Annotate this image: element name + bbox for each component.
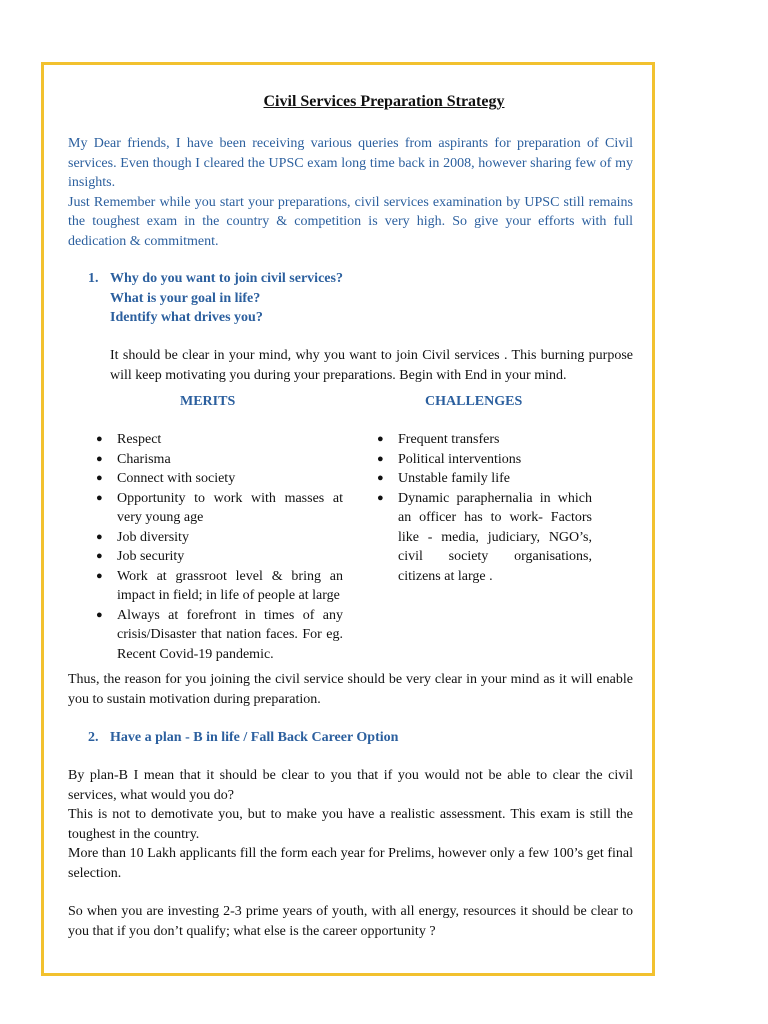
challenges-list xyxy=(377,430,592,586)
section-1-number: 1. xyxy=(88,271,99,286)
list-item: ● Charisma xyxy=(96,450,343,470)
list-item: ● Unstable family life xyxy=(377,469,592,489)
list-item: ● Respect xyxy=(96,430,343,450)
list-item: ● Frequent transfers xyxy=(377,430,592,450)
merits-heading: MERITS xyxy=(180,394,236,409)
list-item: ● Job diversity xyxy=(96,528,343,548)
section-1-conclusion: Thus, the reason for you joining the civil service should be very clear in your mind as it will enable you to sustain motivation during preparation. xyxy=(68,672,633,707)
intro-paragraph: My Dear friends, I have been receiving various queries from aspirants for preparation of Civil services. Even though I cleared the UPSC exam long time back in 2008, however sharing few of my insights. xyxy=(68,136,633,190)
section-2-heading: Have a plan - B in life / Fall Back Career Option xyxy=(110,730,399,745)
list-item: ● Always at forefront in times of any crisis/Disaster that nation faces. For eg. Recent Covid-19 pandemic. xyxy=(96,606,343,665)
paragraph-line: By plan-B I mean that it should be clear to you that if you would not be able to clear the civil services, what would you do? xyxy=(68,768,633,803)
section-2-closing: So when you are investing 2-3 prime years of youth, with all energy, resources it should be clear to you that if you don’t qualify; what else is the career opportunity ? xyxy=(68,904,633,939)
list-item: ● Work at grassroot level & bring an impact in field; in life of people at large xyxy=(96,567,343,606)
intro-text xyxy=(68,134,633,251)
section-2-number: 2. xyxy=(88,730,99,745)
list-item: ● Opportunity to work with masses at very young age xyxy=(96,489,343,528)
list-item: ● Job security xyxy=(96,547,343,567)
section-2-text xyxy=(68,766,633,883)
intro-paragraph: Just Remember while you start your preparations, civil services examination by UPSC still remains the toughest exam in the country & competition is very high. So give your efforts with full dedication & commitment. xyxy=(68,194,633,249)
paragraph-line: This is not to demotivate you, but to make you have a realistic assessment. This exam is still the toughest in the country. xyxy=(68,807,633,842)
section-1-body: It should be clear in your mind, why you want to join Civil services . This burning purpose will keep motivating you during your preparations. Begin with End in your mind. xyxy=(110,348,633,383)
list-item: ● Connect with society xyxy=(96,469,343,489)
list-item: ● Dynamic paraphernalia in which an officer has to work- Factors like - media, judiciary, NGO’s, civil society organisations, citizens at large . xyxy=(377,489,592,587)
merits-list xyxy=(96,430,343,664)
question: Why do you want to join civil services? xyxy=(110,271,343,286)
challenges-heading: CHALLENGES xyxy=(425,394,523,409)
question: What is your goal in life? xyxy=(110,290,261,306)
document-title: Civil Services Preparation Strategy xyxy=(263,93,505,110)
list-item: ● Political interventions xyxy=(377,450,592,470)
question: Identify what drives you? xyxy=(110,310,263,325)
paragraph-line: More than 10 Lakh applicants fill the form each year for Prelims, however only a few 100’s get final selection. xyxy=(68,846,633,881)
section-1-questions xyxy=(110,269,343,328)
